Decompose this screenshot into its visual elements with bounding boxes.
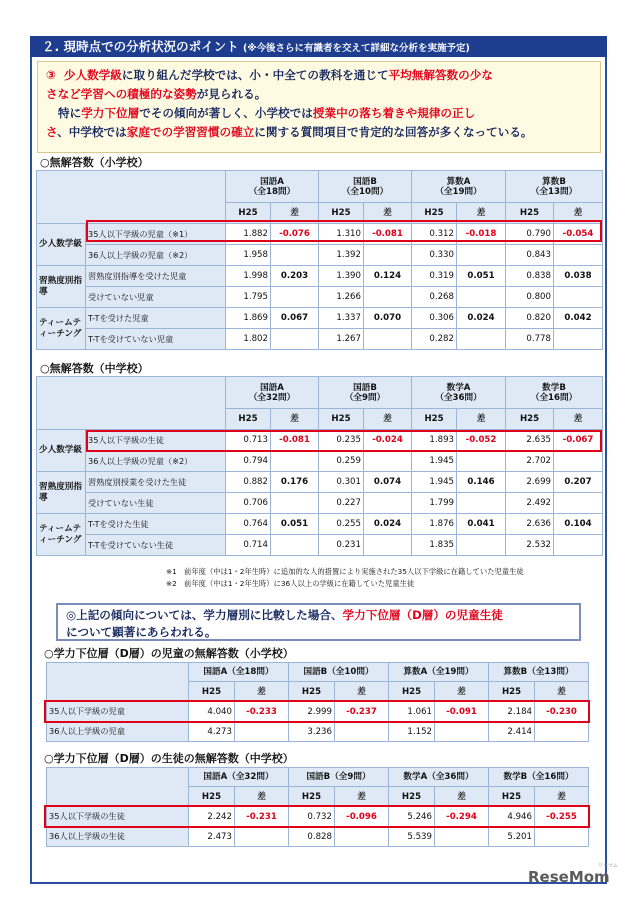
subject-header: 国語A（全32問） bbox=[189, 768, 289, 787]
row-label: 36人以上学級の児童（※2） bbox=[86, 451, 226, 472]
diff-cell bbox=[271, 329, 319, 350]
h25-cell: 0.268 bbox=[412, 287, 457, 308]
diff-cell: -0.231 bbox=[235, 807, 289, 827]
diff-cell bbox=[335, 722, 389, 742]
point-text: 授業中の落ち着きや規律の正し bbox=[312, 106, 476, 120]
diff-cell: -0.076 bbox=[271, 224, 319, 245]
point-text: でその傾向が著しく、小学校では bbox=[139, 106, 313, 120]
point-text: さなど学習への積極的な姿勢 bbox=[46, 87, 197, 101]
h25-cell: 4.040 bbox=[189, 702, 235, 722]
group-label: 習熟度別指導 bbox=[37, 266, 86, 308]
subject-header: 数学B （全16問） bbox=[506, 377, 603, 409]
diff-cell bbox=[457, 287, 506, 308]
col-diff: 差 bbox=[335, 787, 389, 807]
h25-cell: 0.255 bbox=[319, 514, 364, 535]
h25-cell: 0.714 bbox=[226, 535, 271, 556]
table-row bbox=[37, 493, 603, 514]
diff-cell: 0.067 bbox=[271, 308, 319, 329]
table-row bbox=[37, 472, 603, 493]
diff-cell bbox=[554, 329, 603, 350]
h25-cell: 1.893 bbox=[412, 430, 457, 451]
col-h25: H25 bbox=[189, 787, 235, 807]
h25-cell: 2.414 bbox=[489, 722, 535, 742]
h25-cell: 0.843 bbox=[506, 245, 554, 266]
group-label: 少人数学級 bbox=[37, 224, 86, 266]
diff-cell: -0.081 bbox=[271, 430, 319, 451]
point-text: 学力下位層 bbox=[81, 106, 140, 120]
h25-cell: 5.201 bbox=[489, 827, 535, 847]
row-label: 35人以下学級の生徒 bbox=[86, 430, 226, 451]
trend-text: 学力下位層（D層）の児童生徒 bbox=[342, 608, 503, 622]
diff-cell: 0.051 bbox=[457, 266, 506, 287]
diff-cell: -0.237 bbox=[335, 702, 389, 722]
diff-cell: -0.233 bbox=[235, 702, 289, 722]
diff-cell bbox=[457, 329, 506, 350]
diff-cell bbox=[554, 493, 603, 514]
subject-header: 算数A （全19問） bbox=[412, 171, 506, 203]
col-h25: H25 bbox=[319, 203, 364, 224]
table-row bbox=[37, 329, 603, 350]
col-diff: 差 bbox=[457, 409, 506, 430]
diff-cell bbox=[364, 493, 412, 514]
h25-cell: 0.227 bbox=[319, 493, 364, 514]
diff-cell bbox=[364, 451, 412, 472]
table-row bbox=[37, 266, 603, 287]
row-label: 習熟度別授業を受けた生徒 bbox=[86, 472, 226, 493]
col-diff: 差 bbox=[271, 203, 319, 224]
h25-cell: 4.946 bbox=[489, 807, 535, 827]
h25-cell: 1.882 bbox=[226, 224, 271, 245]
h25-cell: 0.312 bbox=[412, 224, 457, 245]
low-elem-table bbox=[46, 662, 589, 742]
row-label: T-Tを受けていない生徒 bbox=[86, 535, 226, 556]
subject-header: 算数B （全13問） bbox=[506, 171, 603, 203]
h25-cell: 2.635 bbox=[506, 430, 554, 451]
row-label: T-Tを受けた児童 bbox=[86, 308, 226, 329]
h25-cell: 1.061 bbox=[389, 702, 435, 722]
diff-cell bbox=[364, 535, 412, 556]
row-label: 36人以上学級の児童（※2） bbox=[86, 245, 226, 266]
diff-cell bbox=[535, 722, 589, 742]
header-blank bbox=[37, 171, 226, 224]
diff-cell: 0.041 bbox=[457, 514, 506, 535]
subject-header: 国語B（全10問） bbox=[289, 663, 389, 682]
resemom-logo-kana: リセマム bbox=[598, 863, 618, 869]
diff-cell: -0.091 bbox=[435, 702, 489, 722]
h25-cell: 0.306 bbox=[412, 308, 457, 329]
col-h25: H25 bbox=[412, 409, 457, 430]
diff-cell bbox=[364, 245, 412, 266]
diff-cell: -0.081 bbox=[364, 224, 412, 245]
row-label: 35人以下学級の児童（※1） bbox=[86, 224, 226, 245]
low-elem-title: ○学力下位層（D層）の児童の無解答数（小学校） bbox=[44, 647, 294, 660]
subject-header: 数学A （全36問） bbox=[412, 377, 506, 409]
col-h25: H25 bbox=[489, 682, 535, 702]
col-h25: H25 bbox=[319, 409, 364, 430]
section-title: ２. 現時点での分析状況のポイント bbox=[42, 39, 239, 54]
h25-cell: 0.828 bbox=[289, 827, 335, 847]
diff-cell bbox=[271, 535, 319, 556]
h25-cell: 0.838 bbox=[506, 266, 554, 287]
h25-cell: 0.231 bbox=[319, 535, 364, 556]
diff-cell: -0.255 bbox=[535, 807, 589, 827]
point-text: 少人数学級 bbox=[63, 68, 122, 82]
diff-cell bbox=[364, 329, 412, 350]
h25-cell: 1.390 bbox=[319, 266, 364, 287]
h25-cell: 2.999 bbox=[289, 702, 335, 722]
row-label: 受けていない生徒 bbox=[86, 493, 226, 514]
table-row bbox=[37, 451, 603, 472]
col-h25: H25 bbox=[226, 409, 271, 430]
h25-cell: 3.236 bbox=[289, 722, 335, 742]
table-row bbox=[37, 514, 603, 535]
col-diff: 差 bbox=[364, 203, 412, 224]
diff-cell: -0.024 bbox=[364, 430, 412, 451]
group-label: 少人数学級 bbox=[37, 430, 86, 472]
table-row bbox=[47, 722, 589, 742]
h25-cell: 1.795 bbox=[226, 287, 271, 308]
diff-cell bbox=[271, 493, 319, 514]
row-label: 36人以上学級の生徒 bbox=[47, 827, 189, 847]
point-text: が見られる。 bbox=[196, 87, 267, 101]
group-label: 習熟度別指導 bbox=[37, 472, 86, 514]
trend-text: について顕著にあらわれる。 bbox=[66, 625, 217, 639]
elem-table-title: ○無解答数（小学校） bbox=[40, 156, 149, 169]
h25-cell: 1.799 bbox=[412, 493, 457, 514]
diff-cell: 0.146 bbox=[457, 472, 506, 493]
diff-cell: -0.230 bbox=[535, 702, 589, 722]
col-diff: 差 bbox=[554, 409, 603, 430]
table-row bbox=[37, 430, 603, 451]
elem-table bbox=[36, 170, 603, 350]
h25-cell: 0.882 bbox=[226, 472, 271, 493]
diff-cell bbox=[235, 722, 289, 742]
subject-header: 国語B （全9問） bbox=[319, 377, 412, 409]
col-diff: 差 bbox=[435, 682, 489, 702]
diff-cell bbox=[271, 245, 319, 266]
diff-cell bbox=[271, 451, 319, 472]
col-h25: H25 bbox=[289, 682, 335, 702]
h25-cell: 5.246 bbox=[389, 807, 435, 827]
row-label: T-Tを受けていない児童 bbox=[86, 329, 226, 350]
h25-cell: 1.958 bbox=[226, 245, 271, 266]
diff-cell: 0.070 bbox=[364, 308, 412, 329]
subject-header: 数学B（全16問） bbox=[489, 768, 589, 787]
diff-cell bbox=[235, 827, 289, 847]
diff-cell bbox=[457, 451, 506, 472]
col-diff: 差 bbox=[457, 203, 506, 224]
subject-header: 数学A（全36問） bbox=[389, 768, 489, 787]
diff-cell: 0.207 bbox=[554, 472, 603, 493]
row-label: 35人以下学級の生徒 bbox=[47, 807, 189, 827]
h25-cell: 1.337 bbox=[319, 308, 364, 329]
h25-cell: 0.732 bbox=[289, 807, 335, 827]
col-diff: 差 bbox=[235, 682, 289, 702]
table-row bbox=[37, 287, 603, 308]
col-h25: H25 bbox=[412, 203, 457, 224]
key-point-box bbox=[37, 61, 601, 153]
col-h25: H25 bbox=[389, 787, 435, 807]
diff-cell bbox=[554, 245, 603, 266]
diff-cell bbox=[554, 287, 603, 308]
h25-cell: 2.473 bbox=[189, 827, 235, 847]
h25-cell: 0.706 bbox=[226, 493, 271, 514]
point-text: 、中学校では bbox=[57, 125, 127, 139]
table-row bbox=[47, 807, 589, 827]
point-marker: ③ bbox=[46, 68, 56, 82]
h25-cell: 2.532 bbox=[506, 535, 554, 556]
diff-cell: 0.042 bbox=[554, 308, 603, 329]
h25-cell: 4.273 bbox=[189, 722, 235, 742]
junior-table bbox=[36, 376, 603, 556]
footnote-1: ※1 前年度（中は1・2年生時）に追加的な人的措置により実施された35人以下学級に在籍していた児童生徒 bbox=[166, 567, 524, 576]
h25-cell: 1.945 bbox=[412, 451, 457, 472]
h25-cell: 1.876 bbox=[412, 514, 457, 535]
h25-cell: 0.301 bbox=[319, 472, 364, 493]
h25-cell: 1.266 bbox=[319, 287, 364, 308]
col-diff: 差 bbox=[271, 409, 319, 430]
low-junior-title: ○学力下位層（D層）の生徒の無解答数（中学校） bbox=[44, 752, 294, 765]
diff-cell bbox=[457, 245, 506, 266]
subject-header: 算数B（全13問） bbox=[489, 663, 589, 682]
table-row bbox=[37, 245, 603, 266]
diff-cell: 0.074 bbox=[364, 472, 412, 493]
h25-cell: 2.702 bbox=[506, 451, 554, 472]
group-label: ティームティーチング bbox=[37, 308, 86, 350]
col-diff: 差 bbox=[535, 787, 589, 807]
section-subtitle: (※今後さらに有識者を交えて詳細な分析を実施予定) bbox=[242, 43, 470, 54]
row-label: T-Tを受けた生徒 bbox=[86, 514, 226, 535]
subject-header: 国語B （全10問） bbox=[319, 171, 412, 203]
diff-cell: 0.104 bbox=[554, 514, 603, 535]
subject-header: 国語A （全32問） bbox=[226, 377, 319, 409]
h25-cell: 1.835 bbox=[412, 535, 457, 556]
h25-cell: 2.492 bbox=[506, 493, 554, 514]
diff-cell: 0.024 bbox=[364, 514, 412, 535]
diff-cell: -0.054 bbox=[554, 224, 603, 245]
col-diff: 差 bbox=[554, 203, 603, 224]
point-text: に関する質問項目で肯定的な回答が多くなっている。 bbox=[254, 125, 533, 139]
point-text: さ bbox=[46, 125, 58, 139]
diff-cell: 0.176 bbox=[271, 472, 319, 493]
table-row bbox=[47, 827, 589, 847]
point-text: 平均無解答数の少な bbox=[388, 68, 493, 82]
col-h25: H25 bbox=[289, 787, 335, 807]
col-h25: H25 bbox=[226, 203, 271, 224]
col-diff: 差 bbox=[435, 787, 489, 807]
diff-cell bbox=[271, 287, 319, 308]
diff-cell bbox=[457, 535, 506, 556]
col-diff: 差 bbox=[235, 787, 289, 807]
h25-cell: 0.282 bbox=[412, 329, 457, 350]
header-blank bbox=[47, 768, 189, 807]
resemom-logo: ReseMom bbox=[528, 868, 610, 886]
header-blank bbox=[47, 663, 189, 702]
h25-cell: 1.310 bbox=[319, 224, 364, 245]
h25-cell: 1.945 bbox=[412, 472, 457, 493]
low-junior-table bbox=[46, 767, 589, 847]
col-diff: 差 bbox=[335, 682, 389, 702]
trend-text: ◎上記の傾向については、学力層別に比較した場合、 bbox=[66, 608, 343, 622]
h25-cell: 2.242 bbox=[189, 807, 235, 827]
col-h25: H25 bbox=[506, 203, 554, 224]
diff-cell: -0.018 bbox=[457, 224, 506, 245]
h25-cell: 0.820 bbox=[506, 308, 554, 329]
table-row bbox=[37, 535, 603, 556]
row-label: 36人以上学級の児童 bbox=[47, 722, 189, 742]
footnote-2: ※2 前年度（中は1・2年生時）に36人以上の学級に在籍していた児童生徒 bbox=[166, 579, 415, 588]
header-blank bbox=[37, 377, 226, 430]
col-diff: 差 bbox=[364, 409, 412, 430]
h25-cell: 0.800 bbox=[506, 287, 554, 308]
subject-header: 国語A （全18問） bbox=[226, 171, 319, 203]
h25-cell: 2.699 bbox=[506, 472, 554, 493]
h25-cell: 2.636 bbox=[506, 514, 554, 535]
col-h25: H25 bbox=[489, 787, 535, 807]
h25-cell: 1.802 bbox=[226, 329, 271, 350]
h25-cell: 0.713 bbox=[226, 430, 271, 451]
group-label: ティームティーチング bbox=[37, 514, 86, 556]
h25-cell: 0.790 bbox=[506, 224, 554, 245]
diff-cell: 0.024 bbox=[457, 308, 506, 329]
subject-header: 国語A（全18問） bbox=[189, 663, 289, 682]
h25-cell: 0.778 bbox=[506, 329, 554, 350]
col-diff: 差 bbox=[535, 682, 589, 702]
diff-cell bbox=[435, 722, 489, 742]
diff-cell bbox=[457, 493, 506, 514]
trend-box bbox=[56, 603, 581, 641]
diff-cell bbox=[435, 827, 489, 847]
point-text: に取り組んだ学校では、小・中全ての教科を通じて bbox=[121, 68, 389, 82]
h25-cell: 5.539 bbox=[389, 827, 435, 847]
point-text: 特に bbox=[58, 106, 82, 120]
h25-cell: 0.764 bbox=[226, 514, 271, 535]
col-h25: H25 bbox=[506, 409, 554, 430]
h25-cell: 0.794 bbox=[226, 451, 271, 472]
point-text: 家庭での学習習慣の確立 bbox=[126, 125, 255, 139]
h25-cell: 0.330 bbox=[412, 245, 457, 266]
diff-cell: -0.294 bbox=[435, 807, 489, 827]
h25-cell: 1.998 bbox=[226, 266, 271, 287]
section-header-bar bbox=[30, 36, 607, 57]
diff-cell: -0.052 bbox=[457, 430, 506, 451]
diff-cell: 0.124 bbox=[364, 266, 412, 287]
diff-cell: -0.067 bbox=[554, 430, 603, 451]
diff-cell: 0.051 bbox=[271, 514, 319, 535]
row-label: 習熟度別指導を受けた児童 bbox=[86, 266, 226, 287]
diff-cell bbox=[554, 451, 603, 472]
diff-cell bbox=[364, 287, 412, 308]
table-row bbox=[37, 308, 603, 329]
h25-cell: 0.235 bbox=[319, 430, 364, 451]
subject-header: 算数A（全19問） bbox=[389, 663, 489, 682]
row-label: 受けていない児童 bbox=[86, 287, 226, 308]
col-h25: H25 bbox=[189, 682, 235, 702]
diff-cell: -0.096 bbox=[335, 807, 389, 827]
h25-cell: 1.267 bbox=[319, 329, 364, 350]
junior-table-title: ○無解答数（中学校） bbox=[40, 362, 149, 375]
h25-cell: 2.184 bbox=[489, 702, 535, 722]
diff-cell: 0.038 bbox=[554, 266, 603, 287]
h25-cell: 1.392 bbox=[319, 245, 364, 266]
diff-cell: 0.203 bbox=[271, 266, 319, 287]
diff-cell bbox=[535, 827, 589, 847]
row-label: 35人以下学級の児童 bbox=[47, 702, 189, 722]
table-row bbox=[37, 224, 603, 245]
h25-cell: 1.152 bbox=[389, 722, 435, 742]
h25-cell: 1.869 bbox=[226, 308, 271, 329]
table-row bbox=[47, 702, 589, 722]
col-h25: H25 bbox=[389, 682, 435, 702]
diff-cell bbox=[554, 535, 603, 556]
h25-cell: 0.319 bbox=[412, 266, 457, 287]
subject-header: 国語B（全9問） bbox=[289, 768, 389, 787]
h25-cell: 0.259 bbox=[319, 451, 364, 472]
diff-cell bbox=[335, 827, 389, 847]
